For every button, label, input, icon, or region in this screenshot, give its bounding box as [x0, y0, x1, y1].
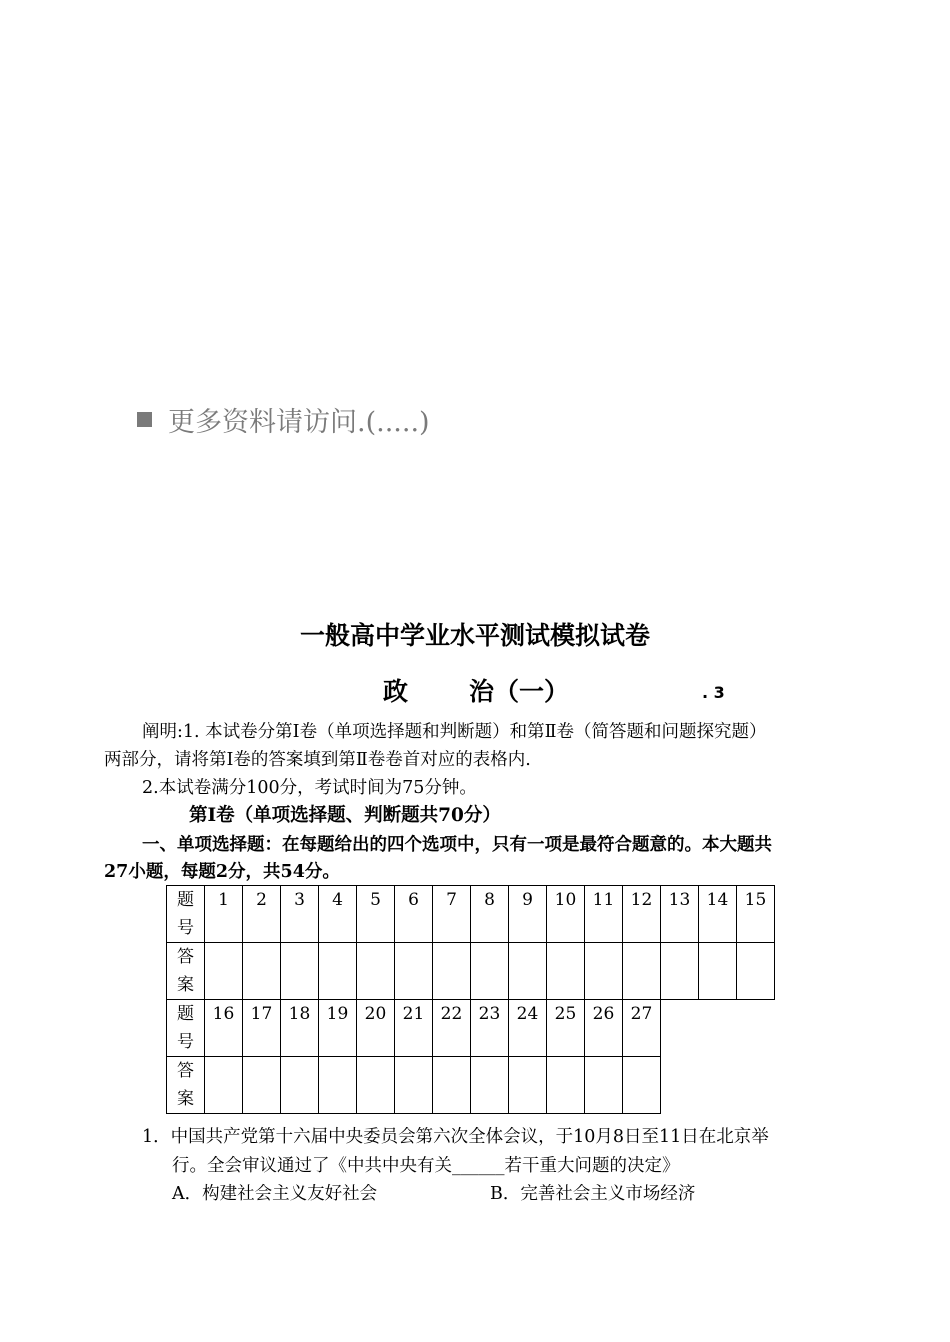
number-row-1	[167, 886, 775, 943]
instruction-line-2: 两部分，请将第Ⅰ卷的答案填到第Ⅱ卷卷首对应的表格内.	[104, 750, 531, 770]
answer-cell[interactable]	[471, 943, 509, 1000]
number-cell: 19	[319, 1000, 357, 1057]
exam-date: . 3	[702, 683, 725, 702]
number-cell: 22	[433, 1000, 471, 1057]
subtitle-left: 政	[383, 677, 409, 706]
square-bullet-icon	[137, 412, 152, 427]
exam-subtitle	[383, 672, 569, 708]
answer-cell[interactable]	[395, 943, 433, 1000]
answer-cell[interactable]	[547, 943, 585, 1000]
answer-cell[interactable]	[623, 1057, 661, 1114]
answer-cell[interactable]	[509, 1057, 547, 1114]
number-cell: 8	[471, 886, 509, 943]
answer-cell[interactable]	[433, 943, 471, 1000]
label-char: 题	[177, 890, 194, 910]
number-cell: 9	[509, 886, 547, 943]
answer-cell[interactable]	[547, 1057, 585, 1114]
answer-cell[interactable]	[585, 943, 623, 1000]
number-cell: 12	[623, 886, 661, 943]
answer-cell[interactable]	[509, 943, 547, 1000]
answer-cell[interactable]	[357, 1057, 395, 1114]
answer-cell[interactable]	[585, 1057, 623, 1114]
number-label-cell	[167, 1000, 205, 1057]
part1-intro-line-2: 27小题，每题2分，共54分。	[104, 862, 340, 882]
question-text: 中国共产党第十六届中央委员会第六次全体会议，于10月8日至11日在北京举	[170, 1127, 769, 1147]
empty-cell	[699, 1057, 737, 1114]
answer-cell[interactable]	[699, 943, 737, 1000]
answer-cell[interactable]	[243, 1057, 281, 1114]
label-char: 答	[177, 1061, 194, 1081]
answer-cell[interactable]	[243, 943, 281, 1000]
part1-intro-line-1: 一、单项选择题：在每题给出的四个选项中，只有一项是最符合题意的。本大题共	[142, 835, 772, 855]
number-cell: 10	[547, 886, 585, 943]
answer-cell[interactable]	[205, 943, 243, 1000]
number-cell: 11	[585, 886, 623, 943]
section-heading: 第Ⅰ卷（单项选择题、判断题共70分）	[189, 805, 501, 826]
number-row-2	[167, 1000, 775, 1057]
notice-text: 更多资料请访问.(.....)	[168, 407, 430, 438]
number-cell: 15	[737, 886, 775, 943]
answer-cell[interactable]	[471, 1057, 509, 1114]
instruction-line-3: 2.本试卷满分100分，考试时间为75分钟。	[142, 778, 477, 798]
empty-cell	[661, 1000, 699, 1057]
number-cell: 17	[243, 1000, 281, 1057]
answer-cell[interactable]	[319, 943, 357, 1000]
number-cell: 23	[471, 1000, 509, 1057]
question-1-option-b[interactable]: B．完善社会主义市场经济	[490, 1184, 696, 1204]
number-cell: 4	[319, 886, 357, 943]
number-cell: 5	[357, 886, 395, 943]
number-cell: 7	[433, 886, 471, 943]
answer-cell[interactable]	[433, 1057, 471, 1114]
label-char: 号	[177, 918, 194, 938]
exam-title: 一般高中学业水平测试模拟试卷	[299, 621, 650, 650]
empty-cell	[737, 1000, 775, 1057]
label-char: 题	[177, 1004, 194, 1024]
number-cell: 3	[281, 886, 319, 943]
label-char: 案	[177, 1089, 194, 1109]
answer-cell[interactable]	[357, 943, 395, 1000]
number-cell: 1	[205, 886, 243, 943]
answer-cell[interactable]	[205, 1057, 243, 1114]
answer-row-1	[167, 943, 775, 1000]
number-cell: 27	[623, 1000, 661, 1057]
question-number: 1．	[142, 1127, 171, 1147]
number-cell: 18	[281, 1000, 319, 1057]
empty-cell	[699, 1000, 737, 1057]
label-char: 答	[177, 947, 194, 967]
instruction-line-1: 阐明:1. 本试卷分第Ⅰ卷（单项选择题和判断题）和第Ⅱ卷（简答题和问题探究题）	[142, 722, 767, 742]
answer-label-cell	[167, 1057, 205, 1114]
number-cell: 14	[699, 886, 737, 943]
label-char: 案	[177, 975, 194, 995]
subtitle-right: 治（一）	[469, 677, 570, 706]
number-cell: 13	[661, 886, 699, 943]
question-1-line-1	[142, 1123, 769, 1148]
answer-cell[interactable]	[737, 943, 775, 1000]
number-cell: 26	[585, 1000, 623, 1057]
answer-cell[interactable]	[395, 1057, 433, 1114]
number-label-cell	[167, 886, 205, 943]
number-cell: 16	[205, 1000, 243, 1057]
number-cell: 21	[395, 1000, 433, 1057]
answer-cell[interactable]	[661, 943, 699, 1000]
answer-cell[interactable]	[623, 943, 661, 1000]
question-1-line-2: 行。全会审议通过了《中共中央有关______若干重大问题的决定》	[172, 1156, 680, 1176]
resource-notice	[137, 400, 430, 439]
answer-cell[interactable]	[319, 1057, 357, 1114]
number-cell: 20	[357, 1000, 395, 1057]
label-char: 号	[177, 1032, 194, 1052]
question-1-option-a[interactable]: A．构建社会主义友好社会	[172, 1184, 378, 1204]
number-cell: 2	[243, 886, 281, 943]
answer-cell[interactable]	[281, 1057, 319, 1114]
number-cell: 6	[395, 886, 433, 943]
number-cell: 24	[509, 1000, 547, 1057]
answer-row-2	[167, 1057, 775, 1114]
number-cell: 25	[547, 1000, 585, 1057]
empty-cell	[661, 1057, 699, 1114]
answer-table	[166, 885, 775, 1114]
empty-cell	[737, 1057, 775, 1114]
answer-label-cell	[167, 943, 205, 1000]
answer-cell[interactable]	[281, 943, 319, 1000]
